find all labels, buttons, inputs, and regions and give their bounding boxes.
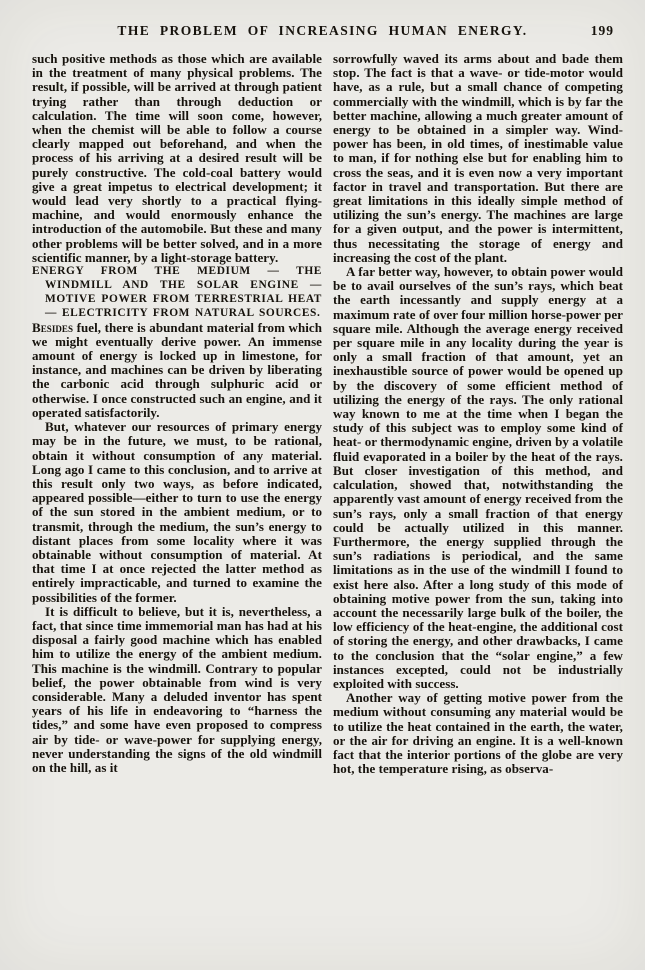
running-header <box>0 0 645 39</box>
running-header-title: THE PROBLEM OF INCREASING HUMAN ENERGY. <box>117 23 528 38</box>
paragraph-besides <box>32 321 322 420</box>
paragraph-continuation: sorrowfully waved its arms about and bade them stop. The fact is that a wave- or tide-motor would have, as a rule, but a small chance of competing commercially with the windmill, which is by far the better machine, allowing a much greater amount of energy to be obtained in a simpler way. Wind-power has been, in old times, of inestimable value to man, if for nothing else but for enabling him to cross the seas, and it is even now a very important factor in travel and transportation. But there are great limitations in this ideally simple method of utilizing the sun’s energy. The machines are large for a given output, and the power is intermittent, thus necessitating the storage of energy and increasing the cost of the plant. <box>333 51 623 265</box>
paragraph-lead-word: Besides <box>32 319 74 335</box>
paragraph: But, whatever our resources of primary energy may be in the future, we must, to be rational, obtain it without consumption of any material. Long ago I came to this conclusion, and to arrive at this result only two ways, as before indicated, appeared possible—either to turn to use the energy of the sun stored in the ambient medium, or to transmit, through the medium, the sun’s energy to distant places from some locality where it was obtainable without consumption of material. At that time I at once rejected the latter method as entirely impracticable, and turned to examine the possibilities of the former. <box>32 419 322 605</box>
paragraph: Another way of getting motive power from the medium without consuming any material would be to utilize the heat contained in the earth, the water, or the air for driving an engine. It is a well-known fact that the interior portions of the globe are very hot, the temperature rising, as observa- <box>333 690 623 777</box>
paragraph-continuation: such positive methods as those which are available in the treatment of many physical problems. The result, if possible, will be arrived at through patient trying rather than through deduction or calculation. The time will soon come, however, when the chemist will be able to follow a course clearly mapped out beforehand, and when the process of his arriving at a desired result will be purely constructive. The cold-coal battery would give a great impetus to electrical development; it would lead very shortly to a practical flying-machine, and would enormously enhance the introduction of the automobile. But these and many other problems will be better solved, and in a more scientific manner, by a light-storage battery. <box>32 51 322 265</box>
paragraph-text: fuel, there is abundant material from which we might eventually derive power. An immense amount of energy is locked up in limestone, for instance, and machines can be driven by liberating the carbonic acid through sulphuric acid or otherwise. I once constructed such an engine, and it operated satisfactorily. <box>32 319 322 420</box>
text-columns <box>0 39 645 776</box>
paragraph: It is difficult to believe, but it is, nevertheless, a fact, that since time immemorial man has had at his disposal a fairly good machine which has enabled him to utilize the energy of the ambient medium. This machine is the windmill. Contrary to popular belief, the power obtainable from wind is very considerable. Many a deluded inventor has spent years of his life in endeavoring to “harness the tides,” and some have even proposed to compress air by tide- or wave-power for supplying energy, never understanding the signs of the old windmill on the hill, as it <box>32 603 322 775</box>
right-column <box>333 52 623 776</box>
paragraph: A far better way, however, to obtain power would be to avail ourselves of the sun’s rays, which beat the earth incessantly and supply energy at a maximum rate of over four million horse-power per square mile. Although the average energy received per square mile in any locality during the year is only a small fraction of that amount, yet an inexhaustible source of power would be opened up by the discovery of some efficient method of utilizing the energy of the rays. The only rational way known to me at the time when I began the study of this subject was to employ some kind of heat- or thermodynamic engine, driven by a volatile fluid evaporated in a boiler by the heat of the rays. But closer investigation of this method, and calculation, showed that, notwithstanding the apparently vast amount of energy received from the sun’s rays, only a small fraction of that energy could be actually utilized in this manner. Furthermore, the energy supplied through the sun’s radiations is periodical, and the same limitations as in the use of the windmill I found to exist here also. After a long study of this mode of obtaining motive power from the sun, taking into account the necessarily large bulk of the boiler, the low efficiency of the heat-engine, the additional cost of storing the energy, and other drawbacks, I came to the conclusion that the “solar engine,” a few instances excepted, could not be industrially exploited with success. <box>333 264 623 691</box>
section-heading: ENERGY FROM THE MEDIUM — THE WINDMILL AND THE SOLAR ENGINE — MOTIVE POWER FROM TERRESTRIAL HEAT — ELECTRICITY FROM NATURAL SOURCES. <box>32 265 322 319</box>
left-column <box>32 52 322 776</box>
page-number: 199 <box>590 23 614 38</box>
